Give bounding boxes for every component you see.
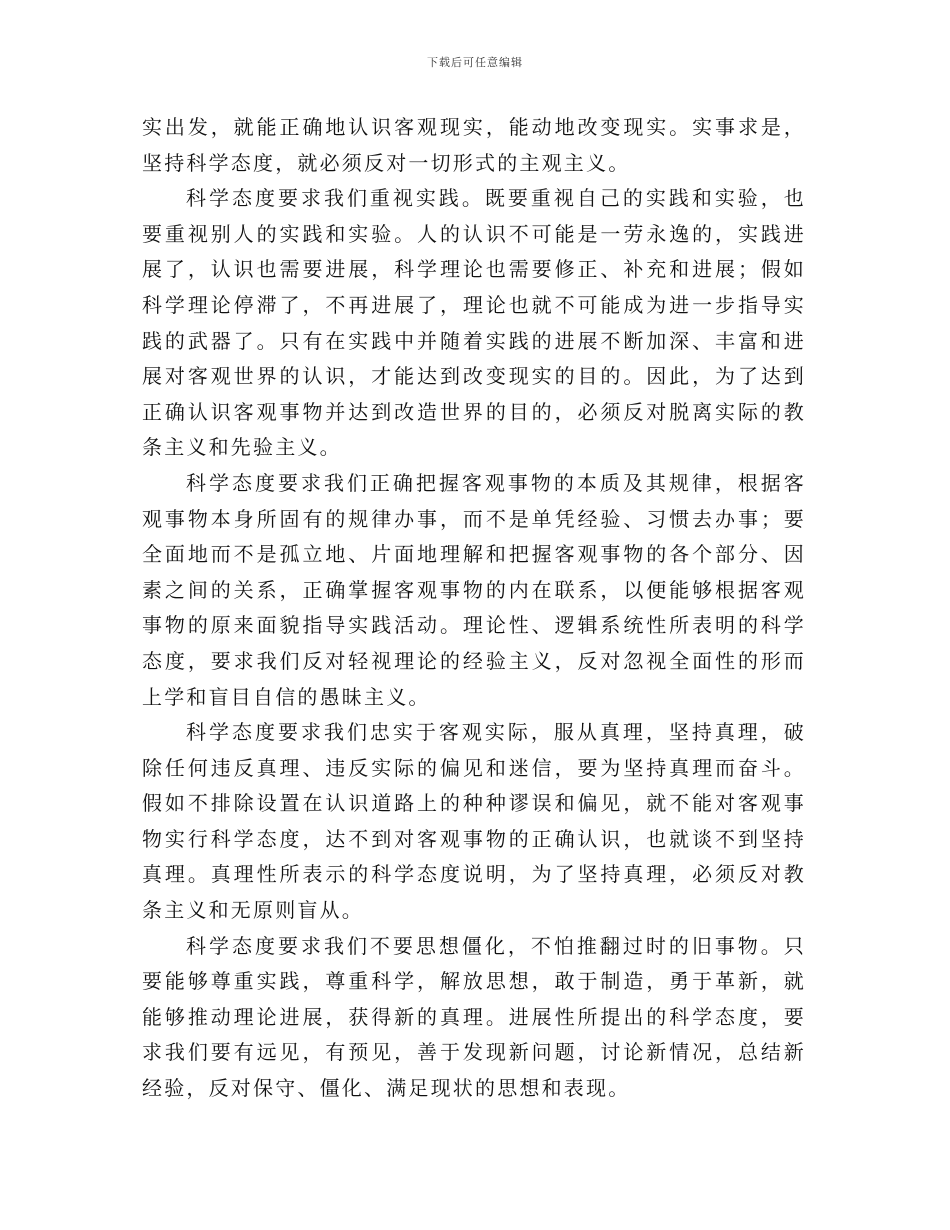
paragraph: 科学态度要求我们忠实于客观实际，服从真理，坚持真理，破除任何违反真理、违反实际的偏见和迷信，要为坚持真理而奋斗。假如不排除设置在认识道路上的种种谬误和偏见，就不能对客观事物实行科学态度，达不到对客观事物的正确认识，也就谈不到坚持真理。真理性所表示的科学态度说明，为了坚持真理，必须反对教条主义和无原则盲从。 (142, 720, 806, 923)
paragraph: 科学态度要求我们正确把握客观事物的本质及其规律，根据客观事物本身所固有的规律办事，而不是单凭经验、习惯去办事；要全面地而不是孤立地、片面地理解和把握客观事物的各个部分、因素之间的关系，正确掌握客观事物的内在联系，以便能够根据客观事物的原来面貌指导实践活动。理论性、逻辑系统性所表明的科学态度，要求我们反对轻视理论的经验主义，反对忽视全面性的形而上学和盲目自信的愚昧主义。 (142, 470, 806, 709)
paragraph: 实出发，就能正确地认识客观现实，能动地改变现实。实事求是，坚持科学态度，就必须反对一切形式的主观主义。 (142, 115, 806, 175)
paragraph: 科学态度要求我们不要思想僵化，不怕推翻过时的旧事物。只要能够尊重实践，尊重科学，解放思想，敢于制造，勇于革新，就能够推动理论进展，获得新的真理。进展性所提出的科学态度，要求我们要有远见，有预见，善于发现新问题，讨论新情况，总结新经验，反对保守、僵化、满足现状的思想和表现。 (142, 933, 806, 1101)
paragraph: 科学态度要求我们重视实践。既要重视自己的实践和实验，也要重视别人的实践和实验。人的认识不可能是一劳永逸的，实践进展了，认识也需要进展，科学理论也需要修正、补充和进展；假如科学理论停滞了，不再进展了，理论也就不可能成为进一步指导实践的武器了。只有在实践中并随着实践的进展不断加深、丰富和进展对客观世界的认识，才能达到改变现实的目的。因此，为了达到正确认识客观事物并达到改造世界的目的，必须反对脱离实际的教条主义和先验主义。 (142, 186, 806, 460)
page-header: 下载后可任意编辑 (427, 56, 523, 69)
body-text (142, 110, 806, 1107)
